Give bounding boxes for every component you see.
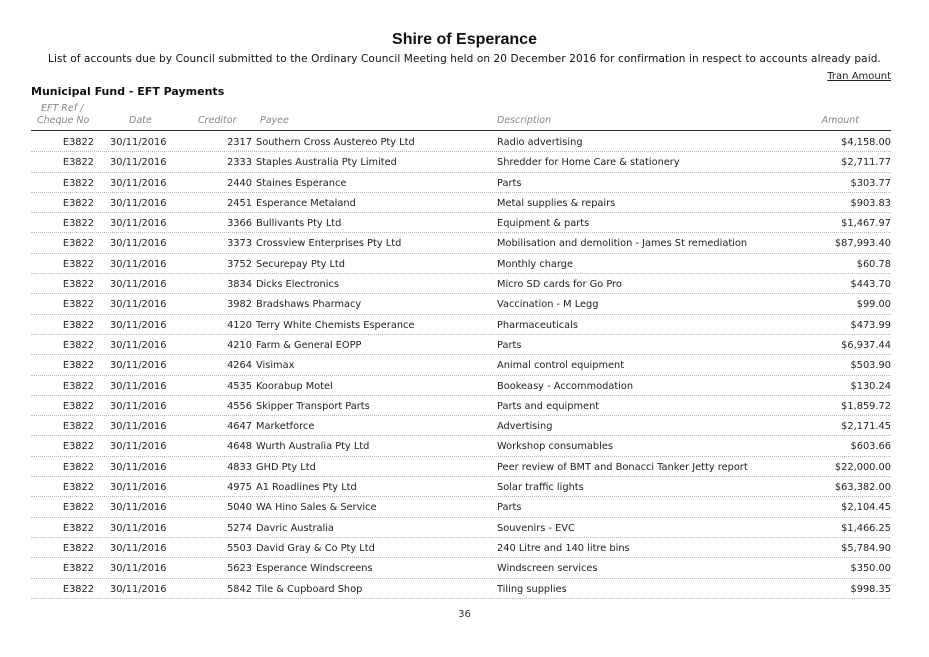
cell-payee: Bradshaws Pharmacy xyxy=(256,299,362,311)
cell-creditor: 2451 xyxy=(227,197,252,209)
cell-payee: Southern Cross Austereo Pty Ltd xyxy=(256,137,415,148)
column-header-amount: Amount xyxy=(821,115,859,126)
table-row xyxy=(31,193,891,213)
cell-description: Bookeasy - Accommodation xyxy=(497,380,634,392)
table-row xyxy=(31,294,891,314)
table-row xyxy=(31,477,891,497)
cell-amount: $998.35 xyxy=(850,583,891,595)
cell-amount: $5,784.90 xyxy=(841,542,891,554)
table-row xyxy=(31,436,891,456)
cell-date: 30/11/2016 xyxy=(110,258,167,270)
cell-eft-ref: E3822 xyxy=(62,482,94,494)
cell-amount: $2,104.45 xyxy=(841,502,891,514)
cell-payee: Visimax xyxy=(256,360,295,372)
cell-creditor: 4975 xyxy=(227,482,252,494)
cell-payee: Terry White Chemists Esperance xyxy=(256,319,415,331)
cell-description: Workshop consumables xyxy=(497,441,613,453)
cell-eft-ref: E3822 xyxy=(62,218,94,230)
table-row xyxy=(31,233,891,253)
cell-date: 30/11/2016 xyxy=(110,380,167,392)
cell-eft-ref: E3822 xyxy=(62,563,94,575)
cell-eft-ref: E3822 xyxy=(62,319,94,331)
cell-date: 30/11/2016 xyxy=(110,238,167,250)
cell-eft-ref: E3822 xyxy=(62,258,94,270)
cell-description: Equipment & parts xyxy=(497,218,590,230)
cell-amount: $2,171.45 xyxy=(841,421,891,433)
cell-description: Tiling supplies xyxy=(497,583,567,595)
cell-date: 30/11/2016 xyxy=(110,319,167,331)
cell-creditor: 5623 xyxy=(227,563,252,575)
cell-date: 30/11/2016 xyxy=(110,461,167,473)
cell-description: Metal supplies & repairs xyxy=(497,197,616,209)
cell-creditor: 2440 xyxy=(227,177,252,189)
cell-creditor: 3752 xyxy=(227,258,252,270)
table-row xyxy=(31,254,891,274)
table-row xyxy=(31,558,891,578)
cell-date: 30/11/2016 xyxy=(110,339,167,351)
cell-description: Souvenirs - EVC xyxy=(497,522,575,534)
table-row xyxy=(31,335,891,355)
cell-creditor: 5274 xyxy=(227,522,252,534)
cell-eft-ref: E3822 xyxy=(62,583,94,595)
cell-eft-ref: E3822 xyxy=(62,461,94,473)
cell-description: Parts xyxy=(497,177,522,189)
cell-description: Peer review of BMT and Bonacci Tanker Jetty report xyxy=(497,461,748,473)
payments-table xyxy=(31,132,891,599)
table-row xyxy=(31,497,891,517)
column-header-ref-line2: Cheque No xyxy=(37,115,90,126)
cell-description: 240 Litre and 140 litre bins xyxy=(497,542,630,554)
cell-payee: Wurth Australia Pty Ltd xyxy=(256,441,370,453)
page-subtitle: List of accounts due by Council submitted to the Ordinary Council Meeting held on 20 December 2016 for confirmation in respect to accounts already paid. xyxy=(48,53,881,65)
cell-creditor: 4535 xyxy=(227,380,252,392)
cell-date: 30/11/2016 xyxy=(110,197,167,209)
fund-heading: Municipal Fund - EFT Payments xyxy=(31,85,225,98)
cell-amount: $1,466.25 xyxy=(841,522,891,534)
table-row xyxy=(31,315,891,335)
cell-eft-ref: E3822 xyxy=(62,137,94,148)
table-row xyxy=(31,274,891,294)
table-row xyxy=(31,579,891,599)
cell-amount: $63,382.00 xyxy=(834,482,891,494)
cell-date: 30/11/2016 xyxy=(110,400,167,412)
cell-creditor: 2317 xyxy=(227,137,252,148)
cell-date: 30/11/2016 xyxy=(110,441,167,453)
cell-eft-ref: E3822 xyxy=(62,238,94,250)
cell-creditor: 3373 xyxy=(227,238,252,250)
cell-payee: Davric Australia xyxy=(256,522,334,534)
table-row xyxy=(31,457,891,477)
cell-payee: Esperance Windscreens xyxy=(256,563,373,575)
cell-creditor: 3366 xyxy=(227,218,252,230)
cell-eft-ref: E3822 xyxy=(62,339,94,351)
cell-creditor: 3834 xyxy=(227,279,252,291)
cell-amount: $2,711.77 xyxy=(841,157,891,169)
table-row xyxy=(31,538,891,558)
cell-creditor: 4556 xyxy=(227,400,252,412)
cell-eft-ref: E3822 xyxy=(62,380,94,392)
cell-date: 30/11/2016 xyxy=(110,421,167,433)
cell-payee: GHD Pty Ltd xyxy=(256,461,316,473)
cell-amount: $503.90 xyxy=(850,360,891,372)
cell-creditor: 5503 xyxy=(227,542,252,554)
column-header-ref-line1: EFT Ref / xyxy=(41,103,84,114)
header-divider xyxy=(31,130,891,131)
cell-description: Micro SD cards for Go Pro xyxy=(497,279,622,291)
cell-description: Windscreen services xyxy=(497,563,598,575)
cell-date: 30/11/2016 xyxy=(110,502,167,514)
cell-date: 30/11/2016 xyxy=(110,299,167,311)
cell-date: 30/11/2016 xyxy=(110,279,167,291)
cell-eft-ref: E3822 xyxy=(62,522,94,534)
cell-amount: $350.00 xyxy=(850,563,891,575)
table-row xyxy=(31,213,891,233)
cell-eft-ref: E3822 xyxy=(62,279,94,291)
cell-amount: $6,937.44 xyxy=(841,339,891,351)
cell-description: Parts and equipment xyxy=(497,400,600,412)
cell-description: Parts xyxy=(497,339,522,351)
cell-creditor: 4210 xyxy=(227,339,252,351)
cell-amount: $99.00 xyxy=(856,299,891,311)
cell-eft-ref: E3822 xyxy=(62,441,94,453)
table-row xyxy=(31,518,891,538)
table-row xyxy=(31,132,891,152)
cell-creditor: 4833 xyxy=(227,461,252,473)
page-number: 36 xyxy=(458,609,471,620)
cell-date: 30/11/2016 xyxy=(110,482,167,494)
cell-eft-ref: E3822 xyxy=(62,177,94,189)
cell-date: 30/11/2016 xyxy=(110,137,167,148)
column-header-payee: Payee xyxy=(260,115,289,126)
page-title: Shire of Esperance xyxy=(392,31,537,48)
cell-amount: $60.78 xyxy=(856,258,891,270)
cell-amount: $603.66 xyxy=(850,441,891,453)
cell-eft-ref: E3822 xyxy=(62,157,94,169)
cell-amount: $473.99 xyxy=(850,319,891,331)
cell-description: Pharmaceuticals xyxy=(497,319,578,331)
cell-payee: Staines Esperance xyxy=(256,177,347,189)
cell-payee: A1 Roadlines Pty Ltd xyxy=(256,482,357,494)
cell-eft-ref: E3822 xyxy=(62,542,94,554)
cell-description: Mobilisation and demolition - James St remediation xyxy=(497,238,748,250)
cell-payee: Farm & General EOPP xyxy=(256,339,362,351)
table-row xyxy=(31,416,891,436)
cell-description: Advertising xyxy=(497,421,553,433)
cell-payee: Securepay Pty Ltd xyxy=(256,258,345,270)
tran-amount-label: Tran Amount xyxy=(827,71,891,82)
table-row xyxy=(31,173,891,193)
column-header-description: Description xyxy=(497,115,552,126)
cell-payee: Skipper Transport Parts xyxy=(256,400,370,412)
cell-eft-ref: E3822 xyxy=(62,502,94,514)
cell-creditor: 4120 xyxy=(227,319,252,331)
cell-date: 30/11/2016 xyxy=(110,177,167,189)
cell-payee: David Gray & Co Pty Ltd xyxy=(256,542,375,554)
cell-payee: Crossview Enterprises Pty Ltd xyxy=(256,238,402,250)
cell-date: 30/11/2016 xyxy=(110,583,167,595)
cell-date: 30/11/2016 xyxy=(110,542,167,554)
cell-eft-ref: E3822 xyxy=(62,421,94,433)
cell-payee: Tile & Cupboard Shop xyxy=(256,583,363,595)
cell-payee: Bullivants Pty Ltd xyxy=(256,218,342,230)
cell-payee: Koorabup Motel xyxy=(256,380,333,392)
cell-eft-ref: E3822 xyxy=(62,197,94,209)
cell-description: Shredder for Home Care & stationery xyxy=(497,157,680,169)
cell-payee: Dicks Electronics xyxy=(256,279,339,291)
table-row xyxy=(31,376,891,396)
cell-amount: $1,859.72 xyxy=(841,400,891,412)
cell-amount: $1,467.97 xyxy=(841,218,891,230)
cell-date: 30/11/2016 xyxy=(110,218,167,230)
cell-creditor: 4647 xyxy=(227,421,252,433)
cell-description: Monthly charge xyxy=(497,258,574,270)
cell-creditor: 5040 xyxy=(227,502,252,514)
table-row xyxy=(31,355,891,375)
cell-date: 30/11/2016 xyxy=(110,157,167,169)
cell-description: Animal control equipment xyxy=(497,360,625,372)
cell-amount: $130.24 xyxy=(850,380,891,392)
cell-creditor: 3982 xyxy=(227,299,252,311)
cell-eft-ref: E3822 xyxy=(62,400,94,412)
cell-eft-ref: E3822 xyxy=(62,299,94,311)
cell-description: Vaccination - M Legg xyxy=(497,299,599,311)
cell-amount: $443.70 xyxy=(850,279,891,291)
table-row xyxy=(31,396,891,416)
cell-creditor: 5842 xyxy=(227,583,252,595)
cell-payee: Marketforce xyxy=(256,421,315,433)
cell-description: Parts xyxy=(497,502,522,514)
column-header-creditor: Creditor xyxy=(198,115,237,126)
cell-amount: $4,158.00 xyxy=(841,137,891,148)
cell-creditor: 4648 xyxy=(227,441,252,453)
cell-date: 30/11/2016 xyxy=(110,563,167,575)
cell-eft-ref: E3822 xyxy=(62,360,94,372)
cell-date: 30/11/2016 xyxy=(110,522,167,534)
cell-creditor: 4264 xyxy=(227,360,252,372)
cell-description: Solar traffic lights xyxy=(497,482,584,494)
cell-payee: WA Hino Sales & Service xyxy=(256,502,377,514)
cell-amount: $87,993.40 xyxy=(834,238,891,250)
cell-payee: Esperance Metaland xyxy=(256,197,356,209)
table-row xyxy=(31,152,891,172)
cell-description: Radio advertising xyxy=(497,137,583,148)
cell-amount: $303.77 xyxy=(850,177,891,189)
cell-payee: Staples Australia Pty Limited xyxy=(256,157,397,169)
cell-amount: $903.83 xyxy=(850,197,891,209)
cell-amount: $22,000.00 xyxy=(834,461,891,473)
cell-date: 30/11/2016 xyxy=(110,360,167,372)
column-header-date: Date xyxy=(129,115,152,126)
cell-creditor: 2333 xyxy=(227,157,252,169)
